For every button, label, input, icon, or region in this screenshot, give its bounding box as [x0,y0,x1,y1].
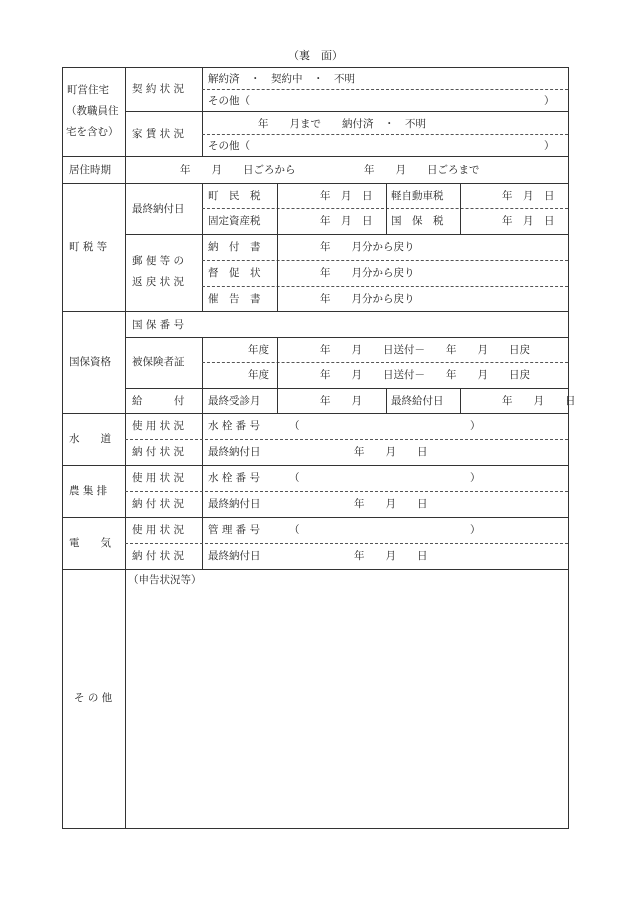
divider [202,362,568,363]
electric-payment-label: 納 付 状 況 [132,550,185,562]
rent-other-close: ） [544,140,555,152]
divider [386,388,387,413]
insurance-label: 国保資格 [69,356,111,368]
sewage-date-field[interactable]: 年 月 日 [354,498,428,510]
mail-item-reminder: 督 促 状 [208,267,261,279]
divider [202,183,203,311]
mail-return-label-2: 返 戻 状 況 [132,276,185,288]
electric-last-paid-label: 最終納付日 [208,550,261,562]
sewage-label: 農 集 排 [69,485,108,497]
tax-date-field[interactable]: 年 月 日 [320,215,373,227]
rent-other-label: その他（ [208,140,250,152]
tax-label: 町 税 等 [69,241,108,253]
electric-meter-label: 管 理 番 号 [208,524,261,536]
last-payment-label: 最終納付日 [132,203,185,215]
tax-item-vehicle: 軽自動車税 [391,190,444,202]
rent-label: 家 賃 状 況 [132,128,185,140]
divider [125,234,568,235]
tax-date-field[interactable]: 年 月 日 [320,190,373,202]
divider [62,156,568,157]
benefit-label: 給 付 [132,395,185,407]
paren-close: ） [470,420,481,432]
tax-date-field[interactable]: 年 月 日 [502,190,555,202]
divider [460,183,461,234]
divider [202,134,568,135]
divider [125,543,568,544]
contract-options[interactable]: 解約済 ・ 契約中 ・ 不明 [208,73,355,85]
water-date-field[interactable]: 年 月 日 [354,446,428,458]
tax-date-field[interactable]: 年 月 日 [502,215,555,227]
divider [125,388,568,389]
returned-field[interactable]: 年 月分から戻り [320,267,415,279]
divider [202,260,568,261]
water-payment-label: 納 付 状 況 [132,446,185,458]
sewage-meter-label: 水 栓 番 号 [208,472,261,484]
contract-other-label: その他（ [208,95,250,107]
last-visit-label: 最終受診月 [208,395,261,407]
divider [125,491,568,492]
divider [202,286,568,287]
divider [277,183,278,311]
mail-item-notice: 催 告 書 [208,293,261,305]
housing-label-1: 町営住宅 [67,84,109,96]
divider [125,439,568,440]
divider [125,337,568,338]
contract-other-close: ） [544,95,555,107]
residence-to[interactable]: 年 月 日ごろまで [364,164,480,176]
sewage-usage-label: 使 用 状 況 [132,472,185,484]
sewage-last-paid-label: 最終納付日 [208,498,261,510]
last-visit-field[interactable]: 年 月 [320,395,362,407]
tax-item-resident: 町 民 税 [208,190,261,202]
returned-field[interactable]: 年 月分から戻り [320,293,415,305]
other-notes-area[interactable] [127,590,565,825]
fiscal-year-field[interactable]: 年度 [248,369,269,381]
electric-usage-label: 使 用 状 況 [132,524,185,536]
paren-open: （ [289,472,300,484]
sewage-payment-label: 納 付 状 況 [132,498,185,510]
last-benefit-field[interactable]: 年 月 日 [502,395,576,407]
water-last-paid-label: 最終納付日 [208,446,261,458]
returned-field[interactable]: 年 月分から戻り [320,241,415,253]
divider [125,111,568,112]
divider [460,388,461,413]
divider [62,517,568,518]
divider [62,569,568,570]
divider [62,311,568,312]
other-label: そ の 他 [74,692,113,704]
residence-label: 居住時期 [69,164,111,176]
divider [277,337,278,413]
housing-label-2: （教職員住 [66,105,119,117]
tax-item-property: 固定資産税 [208,215,261,227]
mail-item-bill: 納 付 書 [208,241,261,253]
water-meter-label: 水 栓 番 号 [208,420,261,432]
water-usage-label: 使 用 状 況 [132,420,185,432]
paren-close: ） [470,472,481,484]
housing-label-3: 宅を含む） [66,126,119,138]
card-sent-field[interactable]: 年 月 日送付－ 年 月 日戻 [320,344,530,356]
divider [62,465,568,466]
card-sent-field[interactable]: 年 月 日送付－ 年 月 日戻 [320,369,530,381]
insurance-number-label: 国 保 番 号 [132,319,185,331]
last-benefit-label: 最終給付日 [391,395,444,407]
paren-open: （ [289,420,300,432]
contract-label: 契 約 状 況 [132,83,185,95]
divider [202,208,568,209]
fiscal-year-field[interactable]: 年度 [248,344,269,356]
divider [386,183,387,234]
tax-item-insurance: 国 保 税 [391,215,444,227]
water-label: 水 道 [69,433,111,445]
divider [62,183,568,184]
divider [62,413,568,414]
page-title: （裏 面） [288,49,343,62]
other-note: （申告状況等） [128,574,202,586]
electric-date-field[interactable]: 年 月 日 [354,550,428,562]
electric-label: 電 気 [69,537,111,549]
rent-status[interactable]: 年 月まで 納付済 ・ 不明 [258,118,426,130]
divider [202,89,568,90]
paren-close: ） [470,524,481,536]
mail-return-label-1: 郵 便 等 の [132,255,185,267]
divider [125,67,126,828]
divider [202,337,203,413]
insured-card-label: 被保険者証 [132,356,185,368]
paren-open: （ [289,524,300,536]
residence-from[interactable]: 年 月 日ごろから [180,164,296,176]
